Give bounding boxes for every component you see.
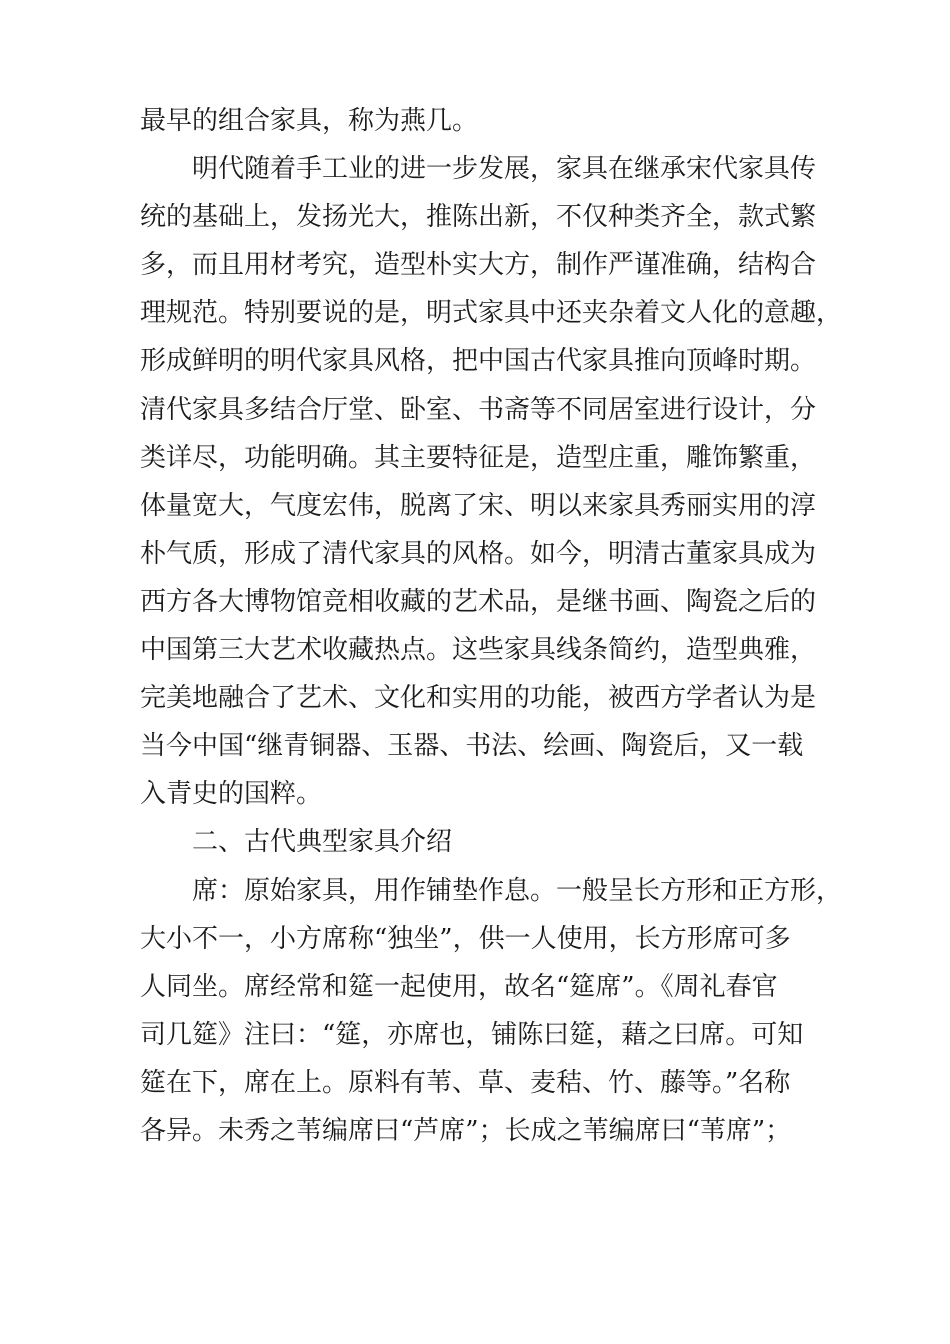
text-line-3: 统的基础上，发扬光大，推陈出新，不仅种类齐全，款式繁 [140, 202, 817, 233]
text-line-7: 清代家具多结合厅堂、卧室、书斋等不同居室进行设计，分 [140, 394, 817, 425]
text-line-10: 朴气质，形成了清代家具的风格。如今，明清古董家具成为 [140, 538, 817, 569]
text-line-14: 当今中国“继青铜器、玉器、书法、绘画、陶瓷后，又一载 [140, 731, 804, 762]
section-heading: 二、古代典型家具介绍 [192, 827, 453, 858]
body-text [140, 97, 843, 1155]
text-line-8: 类详尽，功能明确。其主要特征是，造型庄重，雕饰繁重， [140, 442, 817, 473]
text-line-2: 明代随着手工业的进一步发展，家具在继承宋代家具传 [192, 154, 817, 185]
text-line-1: 最早的组合家具，称为燕几。 [140, 106, 479, 136]
text-line-13: 完美地融合了艺术、文化和实用的功能，被西方学者认为是 [140, 683, 817, 714]
text-line-6: 形成鲜明的明代家具风格，把中国古代家具推向顶峰时期。 [140, 346, 817, 377]
text-line-17: 席：原始家具，用作铺垫作息。一般呈长方形和正方形， [192, 875, 843, 906]
text-line-19: 人同坐。席经常和筵一起使用，故名“筵席”。《周礼春官 [140, 971, 778, 1002]
text-line-18: 大小不一，小方席称“独坐”，供一人使用，长方形席可多 [140, 923, 791, 954]
text-line-20: 司几筵》注曰：“筵，亦席也，铺陈曰筵，藉之曰席。可知 [140, 1019, 804, 1050]
text-line-4: 多，而且用材考究，造型朴实大方，制作严谨准确，结构合 [140, 250, 817, 281]
text-line-22: 各异。未秀之苇编席曰“芦席”；长成之苇编席曰“苇席”； [140, 1115, 792, 1146]
text-line-21: 筵在下，席在上。原料有苇、草、麦秸、竹、藤等。”名称 [140, 1067, 791, 1098]
text-line-12: 中国第三大艺术收藏热点。这些家具线条简约，造型典雅， [140, 635, 817, 666]
text-line-11: 西方各大博物馆竞相收藏的艺术品，是继书画、陶瓷之后的 [140, 586, 817, 617]
text-line-9: 体量宽大，气度宏伟，脱离了宋、明以来家具秀丽实用的淳 [140, 490, 817, 521]
text-line-5: 理规范。特别要说的是，明式家具中还夹杂着文人化的意趣， [140, 298, 843, 329]
text-line-15: 入青史的国粹。 [140, 779, 323, 810]
